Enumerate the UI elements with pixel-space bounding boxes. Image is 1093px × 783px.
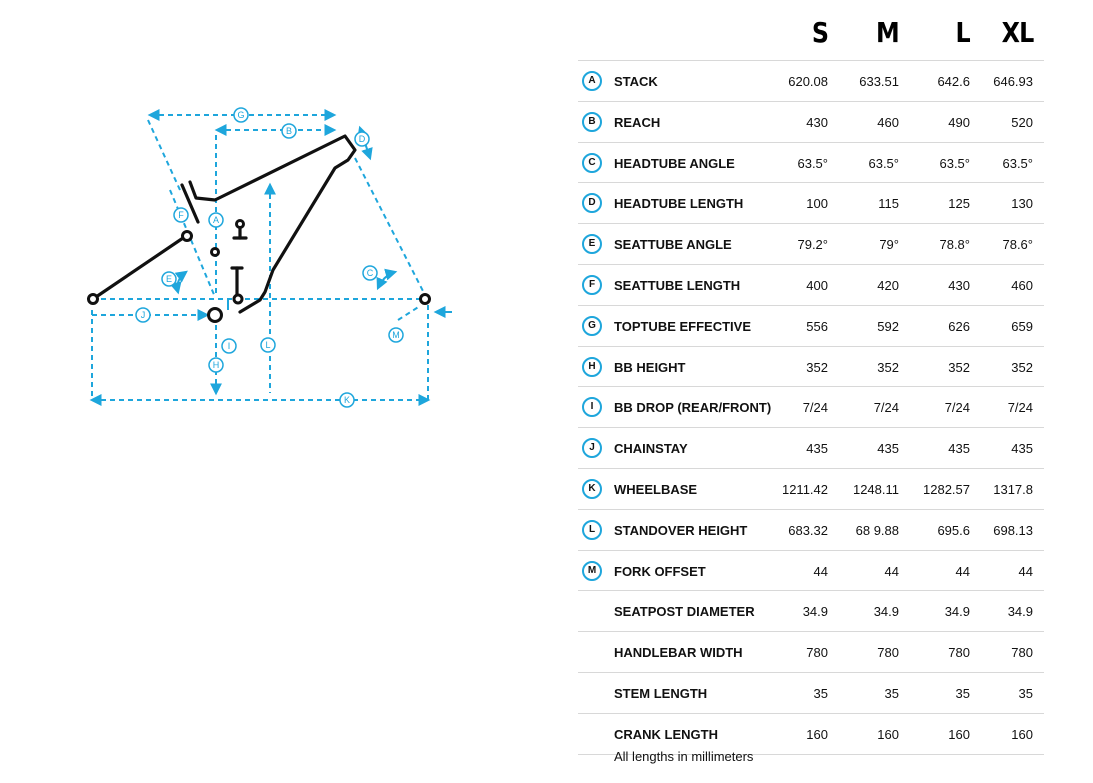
row-value-m: 34.9 — [873, 604, 899, 620]
row-value-s: 7/24 — [802, 400, 828, 416]
row-value-s: 100 — [806, 196, 828, 212]
row-value-xl: 659 — [1011, 318, 1033, 334]
label-e: E — [165, 274, 173, 284]
row-badge: I — [582, 397, 602, 417]
row-value-l: 642.6 — [937, 74, 970, 89]
table-body — [578, 61, 1044, 755]
row-label: STANDOVER HEIGHT — [614, 522, 748, 538]
row-value-s: 44 — [813, 563, 828, 579]
row-value-l: 490 — [948, 114, 970, 130]
size-l-header: L — [955, 16, 970, 49]
label-k: K — [343, 395, 351, 405]
row-badge: F — [582, 275, 602, 295]
row-value-m: 160 — [877, 726, 899, 742]
row-value-l: 430 — [948, 277, 970, 293]
geometry-diagram — [0, 0, 470, 430]
units-footnote: All lengths in millimeters — [614, 749, 754, 764]
row-value-l: 34.9 — [944, 604, 970, 620]
row-badge: B — [582, 112, 602, 132]
row-label: STEM LENGTH — [614, 685, 708, 701]
row-value-xl: 460 — [1011, 277, 1033, 293]
row-value-xl: 63.5° — [1002, 155, 1033, 171]
row-badge: K — [582, 479, 602, 499]
row-value-xl: 44 — [1018, 563, 1033, 579]
row-value-m: 1248.11 — [852, 481, 899, 497]
row-value-l: 35 — [955, 685, 970, 701]
table-row — [578, 551, 1044, 592]
label-l: L — [265, 340, 271, 350]
row-value-s: 780 — [806, 645, 828, 661]
table-row — [578, 61, 1044, 102]
table-row — [578, 265, 1044, 306]
label-f: F — [178, 210, 184, 220]
row-value-s: 620.08 — [788, 74, 828, 89]
row-value-l: 63.5° — [939, 155, 970, 171]
row-label: STACK — [614, 74, 658, 89]
label-m: M — [392, 330, 400, 340]
size-m-header: M — [876, 16, 899, 49]
row-value-s: 63.5° — [797, 155, 828, 171]
table-row — [578, 469, 1044, 510]
row-value-xl: 435 — [1011, 441, 1033, 457]
row-value-s: 683.32 — [788, 522, 828, 538]
row-label: SEATTUBE ANGLE — [614, 237, 732, 253]
table-row — [578, 632, 1044, 673]
row-value-l: 352 — [948, 359, 970, 375]
row-label: HEADTUBE LENGTH — [614, 196, 744, 212]
row-badge: E — [582, 234, 602, 254]
row-label: CRANK LENGTH — [614, 726, 718, 742]
row-value-s: 1211.42 — [781, 481, 828, 497]
row-value-m: 460 — [877, 114, 899, 130]
row-label: REACH — [614, 114, 661, 130]
label-i: I — [227, 341, 231, 351]
table-row — [578, 591, 1044, 632]
row-badge: C — [582, 153, 602, 173]
row-value-xl: 780 — [1011, 645, 1033, 661]
row-value-xl: 130 — [1011, 196, 1033, 212]
label-h: H — [212, 360, 220, 370]
row-value-xl: 352 — [1011, 359, 1033, 375]
table-row — [578, 387, 1044, 428]
row-value-xl: 78.6° — [1002, 237, 1033, 253]
size-xl-header: XL — [1001, 16, 1033, 49]
row-value-m: 68 9.88 — [855, 522, 899, 538]
row-value-l: 695.6 — [937, 522, 970, 538]
row-value-s: 35 — [813, 685, 828, 701]
row-value-l: 7/24 — [944, 400, 970, 416]
row-value-m: 633.51 — [859, 74, 899, 89]
label-c: C — [366, 268, 374, 278]
row-value-xl: 7/24 — [1007, 400, 1033, 416]
row-value-xl: 698.13 — [993, 522, 1033, 538]
label-a: A — [212, 215, 220, 225]
frame-pivots — [89, 221, 430, 322]
row-value-s: 400 — [806, 277, 828, 293]
row-badge: H — [582, 357, 602, 377]
row-badge: L — [582, 520, 602, 540]
table-row — [578, 510, 1044, 551]
row-value-s: 556 — [806, 318, 828, 334]
row-value-m: 35 — [884, 685, 899, 701]
row-value-xl: 34.9 — [1007, 604, 1033, 620]
row-value-m: 63.5° — [868, 155, 899, 171]
row-value-m: 115 — [878, 196, 899, 212]
row-value-m: 592 — [877, 318, 899, 334]
row-value-m: 352 — [877, 359, 899, 375]
row-value-m: 435 — [877, 441, 899, 457]
row-label: FORK OFFSET — [614, 563, 706, 579]
row-value-l: 435 — [948, 441, 970, 457]
label-d: D — [358, 134, 366, 144]
row-badge: G — [582, 316, 602, 336]
row-label: TOPTUBE EFFECTIVE — [614, 318, 751, 334]
row-label: HANDLEBAR WIDTH — [614, 645, 743, 661]
row-value-s: 352 — [806, 359, 828, 375]
row-value-l: 780 — [948, 645, 970, 661]
row-label: BB HEIGHT — [614, 359, 686, 375]
geometry-table — [578, 0, 1044, 755]
label-j: J — [140, 310, 146, 320]
label-b: B — [285, 126, 293, 136]
row-badge: D — [582, 193, 602, 213]
row-value-l: 125 — [948, 196, 970, 212]
row-badge: A — [582, 71, 602, 91]
dimension-lines — [92, 115, 452, 400]
label-g: G — [237, 110, 245, 120]
row-value-s: 160 — [806, 726, 828, 742]
row-value-xl: 160 — [1011, 726, 1033, 742]
table-row — [578, 306, 1044, 347]
row-badge: M — [582, 561, 602, 581]
row-value-m: 7/24 — [873, 400, 899, 416]
row-value-m: 79° — [879, 237, 899, 253]
table-row — [578, 224, 1044, 265]
size-s-header: S — [811, 16, 828, 49]
row-value-l: 1282.57 — [923, 481, 970, 497]
row-value-l: 626 — [948, 318, 970, 334]
table-row — [578, 102, 1044, 143]
table-row — [578, 428, 1044, 469]
row-value-xl: 35 — [1018, 685, 1033, 701]
size-header-row — [578, 0, 1044, 61]
row-label: SEATPOST DIAMETER — [614, 604, 755, 620]
row-value-m: 780 — [877, 645, 899, 661]
row-badge: J — [582, 438, 602, 458]
row-value-m: 44 — [884, 563, 899, 579]
row-value-s: 430 — [806, 114, 828, 130]
bike-frame — [93, 136, 355, 312]
row-value-m: 420 — [877, 277, 899, 293]
table-row — [578, 673, 1044, 714]
row-value-s: 34.9 — [802, 604, 828, 620]
table-row — [578, 183, 1044, 224]
table-row — [578, 143, 1044, 184]
row-label: SEATTUBE LENGTH — [614, 277, 741, 293]
row-label: BB DROP (REAR/FRONT) — [614, 400, 772, 416]
row-value-l: 160 — [948, 726, 970, 742]
row-label: HEADTUBE ANGLE — [614, 155, 735, 171]
row-value-xl: 1317.8 — [993, 481, 1033, 497]
row-label: CHAINSTAY — [614, 441, 688, 457]
row-value-s: 79.2° — [797, 237, 828, 253]
table-row — [578, 347, 1044, 388]
row-value-s: 435 — [806, 441, 828, 457]
row-label: WHEELBASE — [614, 481, 698, 497]
row-value-l: 44 — [955, 563, 970, 579]
row-value-xl: 520 — [1011, 114, 1033, 130]
row-value-xl: 646.93 — [993, 74, 1033, 89]
row-value-l: 78.8° — [939, 237, 970, 253]
